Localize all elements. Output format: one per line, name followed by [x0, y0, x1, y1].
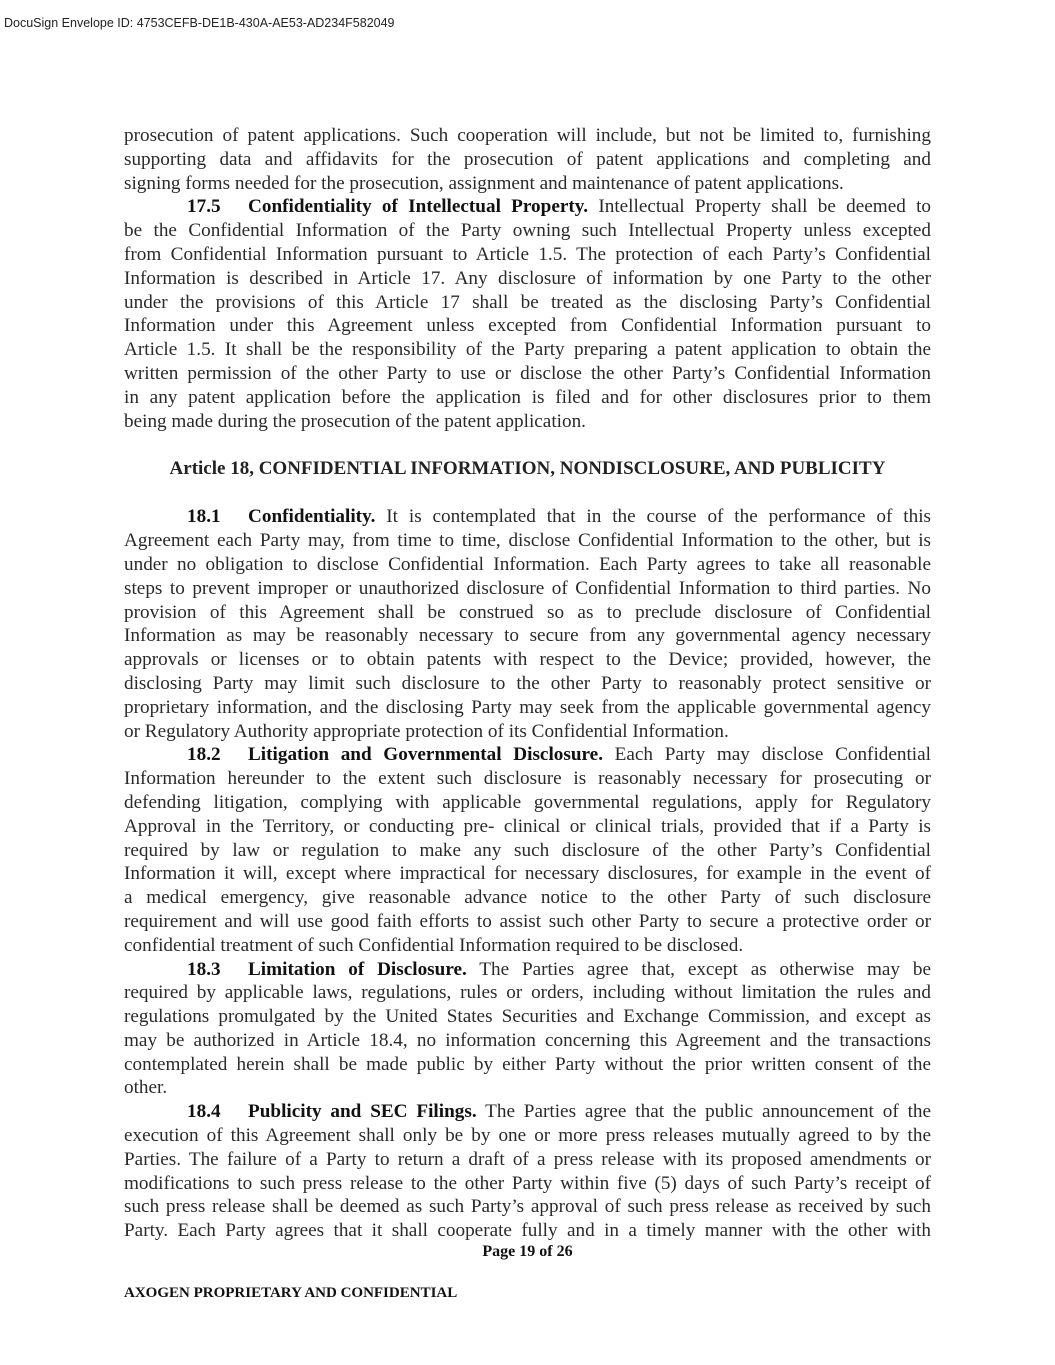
text-line: proprietary information, and the disclosing Party may seek from the applicable governmental agency — [124, 696, 931, 718]
section-first-line — [124, 958, 931, 982]
section-first-line — [124, 505, 931, 529]
text-line: being made during the prosecution of the patent application. — [124, 410, 586, 432]
text-line: Article 1.5. It shall be the responsibility of the Party preparing a patent application to obtain the — [124, 339, 931, 361]
text-line: in any patent application before the application is filed and for other disclosures prior to them — [124, 386, 931, 408]
section-number: 18.4 — [187, 1101, 221, 1123]
section-18-2 — [124, 743, 931, 957]
text-line: a medical emergency, give reasonable advance notice to the other Party of such disclosure — [124, 887, 931, 909]
text-line: such press release shall be deemed as such Party’s approval of such press release as received by such — [124, 1196, 931, 1218]
text-line: or Regulatory Authority appropriate protection of its Confidential Information. — [124, 720, 729, 742]
section-number: 18.2 — [187, 744, 221, 766]
section-18-3 — [124, 958, 931, 1101]
document-page-body — [124, 124, 931, 1243]
text-line: defending litigation, complying with applicable governmental regulations, apply for Regulatory — [124, 791, 931, 813]
text-line: approvals or licenses or to obtain patents with respect to the Device; provided, however, the — [124, 649, 931, 671]
section-17-5 — [124, 195, 931, 433]
text-line: confidential treatment of such Confidential Information required to be disclosed. — [124, 934, 744, 956]
text-line: other. — [124, 1077, 168, 1099]
text-line: from Confidential Information pursuant to Article 1.5. The protection of each Party’s Confidential — [124, 243, 931, 265]
article-18-heading: Article 18, CONFIDENTIAL INFORMATION, NONDISCLOSURE, AND PUBLICITY — [169, 458, 886, 480]
text-line: Approval in the Territory, or conducting pre- clinical or clinical trials, provided that if a Party is — [124, 815, 931, 837]
text-line: required by law or regulation to make any such disclosure of the other Party’s Confidential — [124, 839, 931, 861]
section-text: Each Party may disclose Confidential — [603, 744, 931, 766]
text-line: under no obligation to disclose Confidential Information. Each Party agrees to take all reasonable — [124, 553, 931, 575]
text-line: required by applicable laws, regulations, rules or orders, including without limitation the rules and — [124, 982, 931, 1004]
section-heading: Litigation and Governmental Disclosure. — [248, 744, 603, 766]
section-number: 17.5 — [187, 196, 221, 218]
text-line: provision of this Agreement shall be construed so as to preclude disclosure of Confidential — [124, 601, 931, 623]
text-line: Information as may be reasonably necessary to secure from any governmental agency necessary — [124, 625, 931, 647]
text-line: prosecution of patent applications. Such cooperation will include, but not be limited to, furnishing — [124, 125, 931, 146]
section-number: 18.1 — [187, 506, 221, 528]
text-line: under the provisions of this Article 17 shall be treated as the disclosing Party’s Confidential — [124, 291, 931, 313]
text-line: written permission of the other Party to use or disclose the other Party’s Confidential Information — [124, 362, 931, 384]
section-text: The Parties agree that the public announcement of the — [476, 1101, 931, 1123]
section-18-1 — [124, 505, 931, 743]
text-line: Parties. The failure of a Party to return a draft of a press release with its proposed amendments or — [124, 1148, 931, 1170]
section-first-line — [124, 743, 931, 767]
text-line: contemplated herein shall be made public by either Party without the prior written consent of the — [124, 1053, 931, 1075]
text-line: regulations promulgated by the United States Securities and Exchange Commission, and except as — [124, 1006, 931, 1028]
section-heading: Publicity and SEC Filings. — [248, 1101, 477, 1123]
section-text: Intellectual Property shall be deemed to — [588, 196, 931, 218]
confidentiality-footer: AXOGEN PROPRIETARY AND CONFIDENTIAL — [124, 1285, 458, 1301]
section-heading: Confidentiality. — [248, 506, 376, 528]
section-text: It is contemplated that in the course of the performance of this — [375, 506, 931, 528]
text-line: steps to prevent improper or unauthorized disclosure of Confidential Information to third parties. No — [124, 577, 931, 599]
text-line: Agreement each Party may, from time to time, disclose Confidential Information to the other, but is — [124, 530, 931, 552]
text-line: Information it will, except where impractical for necessary disclosures, for example in the event of — [124, 863, 931, 885]
section-text: The Parties agree that, except as otherwise may be — [466, 958, 931, 980]
text-line: Information hereunder to the extent such disclosure is reasonably necessary for prosecuting or — [124, 768, 931, 790]
docusign-envelope-id: DocuSign Envelope ID: 4753CEFB-DE1B-430A-AE53-AD234F582049 — [4, 16, 395, 30]
text-line: requirement and will use good faith efforts to assist such other Party to secure a protective order or — [124, 910, 931, 932]
section-first-line — [124, 1100, 931, 1124]
text-line: signing forms needed for the prosecution, assignment and maintenance of patent applications. — [124, 172, 844, 194]
paragraph-intro-continuation — [124, 124, 931, 195]
section-first-line — [124, 195, 931, 219]
section-heading: Confidentiality of Intellectual Property. — [248, 196, 589, 218]
page-number: Page 19 of 26 — [482, 1243, 573, 1260]
text-line: modifications to such press release to the other Party within five (5) days of such Party’s receipt of — [124, 1172, 931, 1194]
text-line: Party. Each Party agrees that it shall cooperate fully and in a timely manner with the other with — [124, 1220, 931, 1242]
text-line: Information is described in Article 17. Any disclosure of information by one Party to the other — [124, 267, 931, 289]
text-line: be the Confidential Information of the Party owning such Intellectual Property unless excepted — [124, 220, 931, 242]
section-number: 18.3 — [187, 958, 221, 980]
text-line: supporting data and affidavits for the prosecution of patent applications and completing and — [124, 148, 931, 170]
text-line: execution of this Agreement shall only be by one or more press releases mutually agreed to by the — [124, 1125, 931, 1147]
text-line: may be authorized in Article 18.4, no information concerning this Agreement and the transactions — [124, 1029, 931, 1051]
text-line: Information under this Agreement unless excepted from Confidential Information pursuant to — [124, 315, 931, 337]
section-heading: Limitation of Disclosure. — [248, 958, 467, 980]
section-18-4 — [124, 1100, 931, 1243]
text-line: disclosing Party may limit such disclosure to the other Party to reasonably protect sensitive or — [124, 672, 931, 694]
